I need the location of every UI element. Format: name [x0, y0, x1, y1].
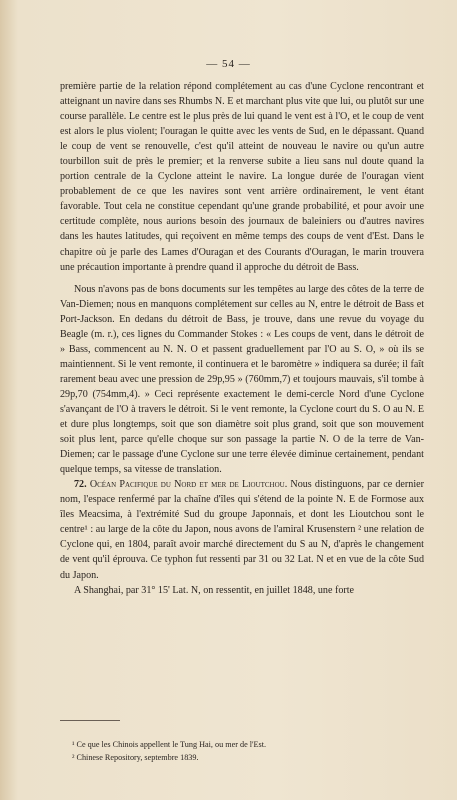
- footnote-2: ² Chinese Repository, septembre 1839.: [72, 753, 199, 762]
- section-text: Nous distinguons, par ce dernier nom, l'espace renfermé par la chaîne d'îles qui s'étend de la pointe N. E de Formose aux îles Meacsima, à l'extrémité Sud du groupe Japonnais, et dont les Lioutchou sont le centre¹ : au large de la côte du Japon, nous avons de l'amiral Krusenstern ² une relation de Cyclone qui, en 1804, paraît avoir marché directement du S au N, d'après le changement de vent qu'il éprouva. Ce typhon fut ressenti par 31 ou 32 Lat. N et en vue de la côte Sud du Japon.: [60, 479, 424, 581]
- section-72: [60, 477, 424, 582]
- paragraph-van-diemen: Nous n'avons pas de bons documents sur les tempêtes au large des côtes de la terre de Van-Diemen; nous en manquons complétement sur celles au N, entre le détroit de Bass et Port-Jackson. En dedans du détroit de Bass, je trouve, dans une revue du voyage du Beagle (m. r.), ces lignes du Commander Stokes : « Les coups de vent, dans le détroit de » Bass, commencent au N. N. O et passent graduellement par l'O au S. O, » où ils se maintiennent. Si le vent remonte, il continuera et le baromètre » indiquera sa durée; il faît rarement beau avec une pression de 29p,95 » (760mm,7) et toujours mauvais, s'il tombe à 29p,70 (754mm,4). » Ceci représente exactement le demi-cercle Nord d'une Cyclone s'avançant de l'O à travers le détroit. Si le vent remonte, la Cyclone court du S. O au N. E et dure plus longtemps, soit que son diamètre soit plus grand, soit que son mouvement soit plus lent, parce qu'elle choque sur son passage la partie N. O de la terre de Van-Diemen; car le passage d'une Cyclone sur une terre élevée diminue certainement, pendant quelque temps, sa vitesse de translation.: [60, 283, 424, 476]
- section-number: 72.: [74, 479, 87, 491]
- footnote-1: ¹ Ce que les Chinois appellent le Tung Hai, ou mer de l'Est.: [72, 740, 267, 749]
- page-body: [60, 79, 424, 598]
- paragraph-continuation: première partie de la relation répond complétement au cas d'une Cyclone rencontrant et atteignant un navire dans ses Rhumbs N. E et marchant plus vite que lui, ou plutôt sur une course parallèle. Le centre est le plus près de lui quand le vent est à l'O, et le coup de vent est alors le plus violent; l'ouragan le quitte avec les vents de Sud, en le dépassant. Quand le coup de vent se renouvelle, c'est qu'il atteint de nouveau le navire ou qu'un autre tourbillon suit de près le premier; et la renverse subite a lieu sans nul doute quand la portion centrale de la Cyclone atteint le navire. La longue durée de l'ouragan vient probablement de ce que les navires sont vent arrière ordinairement, le vent étant favorable. Tout cela ne constitue cependant qu'une grande probabilité, et pour avoir une certitude complète, nous aurions besoin des journaux de baleiniers ou d'autres navires dans les hautes latitudes, qui reçoivent en même temps des coups de vent d'Est. Dans le chapitre où je parle des Lames d'Ouragan et des Courants d'Ouragan, le marin trouvera une précaution importante à prendre quand il approche du détroit de Bass.: [60, 81, 424, 273]
- paragraph-shanghai: A Shanghai, par 31° 15' Lat. N, on ressentit, en juillet 1848, une forte: [74, 584, 355, 596]
- footnote-rule: [60, 720, 120, 721]
- section-title: Océan Pacifique du Nord et mer de Lioutchou.: [89, 479, 288, 491]
- footnotes: [60, 738, 424, 764]
- page-number: — 54 —: [206, 58, 251, 70]
